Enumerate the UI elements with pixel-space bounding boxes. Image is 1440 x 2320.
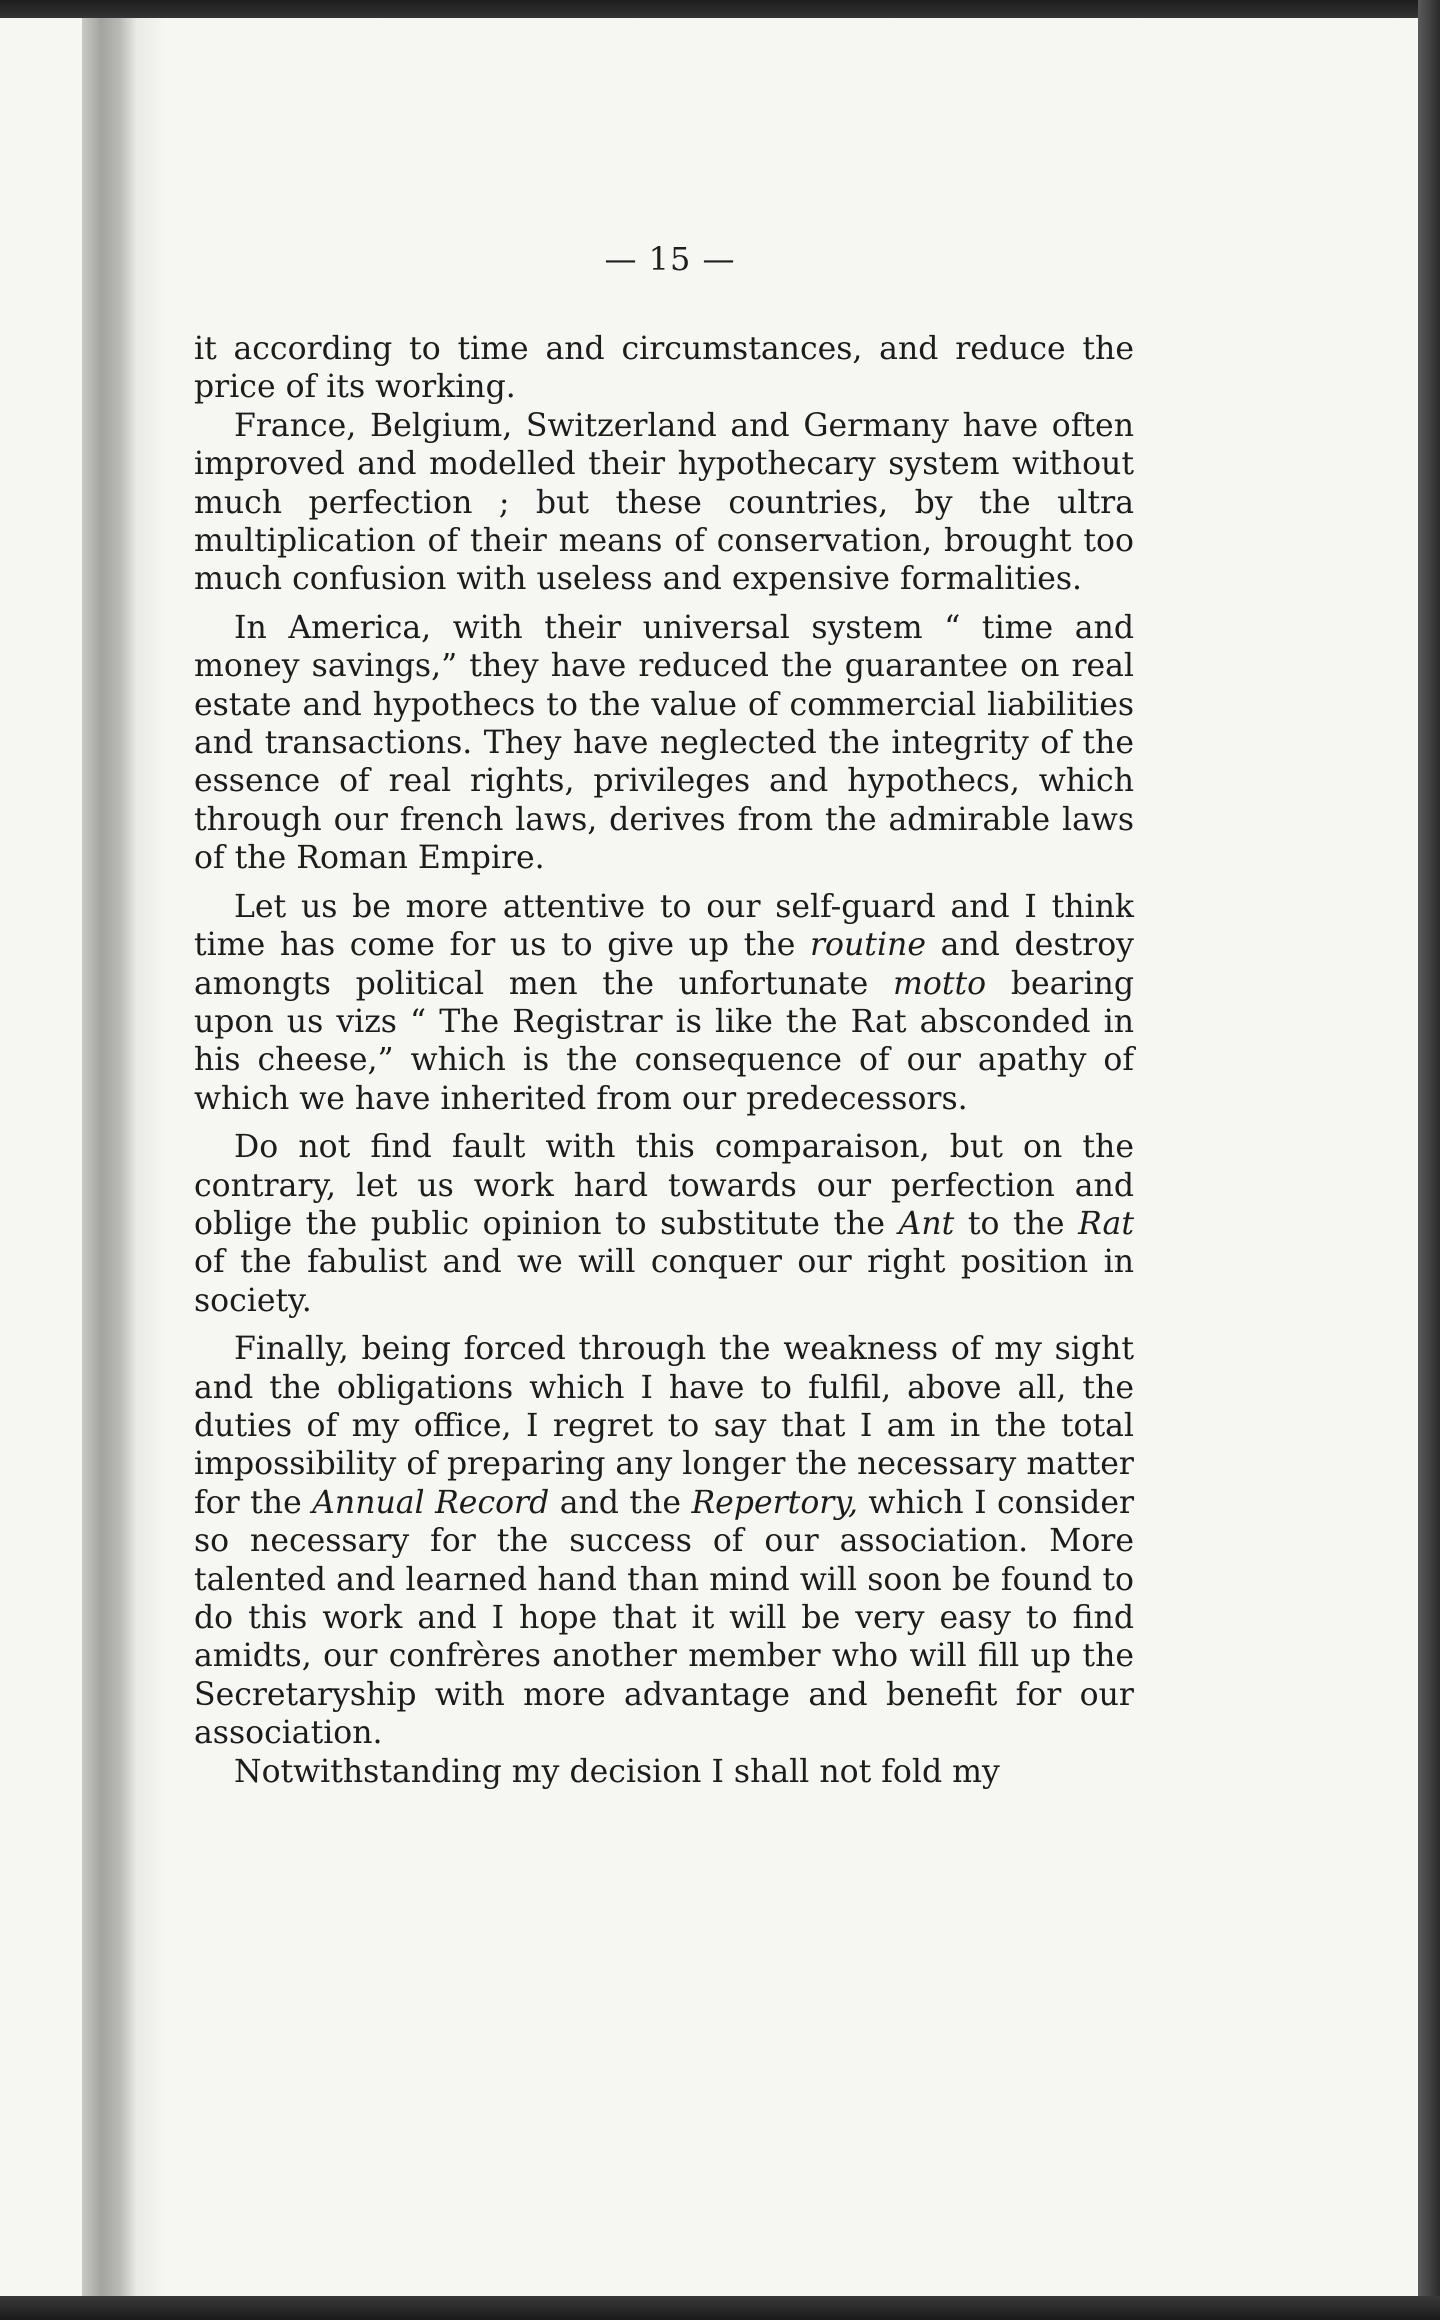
italic-word-rat: Rat (1078, 1205, 1134, 1242)
text-run: Let us be more attentive to our self-guard and I think time has come for us to give up the (194, 888, 1134, 964)
paragraph-6 (194, 1330, 1134, 1752)
italic-word-motto: motto (892, 965, 987, 1002)
paragraph-4 (194, 888, 1134, 1118)
page-number: — 15 — (604, 240, 736, 278)
text-run: and the (549, 1484, 692, 1521)
text-run: bearing upon us vizs “ The Registrar is like the Rat absconded in his cheese,” which is the consequence of our apathy of which we have inherited from our predecessors. (194, 965, 1135, 1117)
gutter-shadow (136, 18, 166, 2296)
paragraph-3: In America, with their universal system “ time and money savings,” they have reduced the guarantee on real estate and hypothecs to the value of commercial liabilities and transactions. They have neglected the integrity of the essence of real rights, privileges and hypothecs, which through our french laws, derives from the admirable laws of the Roman Empire. (194, 609, 1134, 877)
paragraph-1: it according to time and circumstances, and reduce the price of its working. (194, 331, 1134, 406)
paragraph-5 (194, 1128, 1134, 1320)
text-run: Do not find fault with this comparaison, but on the contrary, let us work hard towards our perfection and oblige the public opinion to substitute the (194, 1129, 1134, 1242)
body-text (194, 330, 1134, 1791)
text-run: Finally, being forced through the weakness of my sight and the obligations which I have to fulfil, above all, the duties of my office, I regret to say that I am in the total impossibility of preparing any longer the necessary matter for the (194, 1331, 1134, 1521)
text-run: which I consider so necessary for the success of our association. More talented and learned hand than mind will soon be found to do this work and I hope that it will be very easy to find amidts, our confrères another member who will fill up the Secretaryship with more advantage and benefit for our association. (194, 1484, 1135, 1752)
italic-title-annual-record: Annual Record (312, 1484, 550, 1521)
italic-word-routine: routine (810, 927, 926, 964)
scan-border-right (1418, 0, 1440, 2320)
italic-word-ant: Ant (898, 1205, 955, 1242)
text-run: to the (954, 1205, 1079, 1242)
text-run: and destroy amongts political men the unfortunate (194, 927, 1134, 1002)
paragraph-2: France, Belgium, Switzerland and Germany have often improved and modelled their hypothecary system without much perfection ; but these countries, by the ultra multiplication of their means of conservation, brought too much confusion with useless and expensive formalities. (194, 407, 1134, 598)
document-page (0, 18, 1418, 2296)
book-gutter (82, 18, 136, 2296)
scan-border-bottom (0, 2296, 1440, 2320)
italic-title-repertory: Repertory, (691, 1484, 858, 1521)
paragraph-7: Notwithstanding my decision I shall not fold my (234, 1753, 1000, 1790)
text-run: of the fabulist and we will conquer our right position in society. (194, 1244, 1134, 1319)
